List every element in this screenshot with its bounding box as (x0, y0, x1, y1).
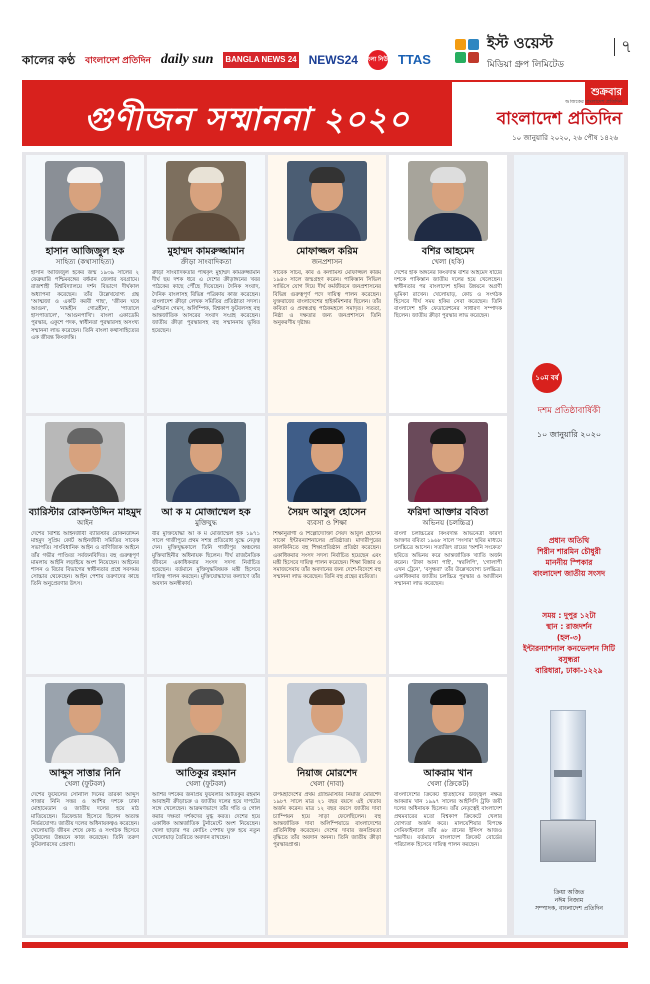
banglanews24-logo[interactable]: BANGLA NEWS 24 (223, 52, 298, 68)
news24-logo[interactable]: NEWS24 (308, 53, 358, 67)
honoree-bio: বাংলা চলচ্চিত্রের কিংবদন্তি অভিনেত্রী ফরিদা আক্তার ববিতা ১৯৬৮ সালে 'সংসার' ছবির মাধ্যমে চলচ্চিত্রে আসেন। সত্যজিৎ রায়ের 'অশনি সংকেত' ছবিতে অভিনয় করে আন্তর্জাতিক খ্যাতি অর্জন করেন। 'টাকা আনা পাই', 'স্বরলিপি', 'গোলাপী এখন ট্রেনে', 'বসুন্ধরা' তাঁর উল্লেখযোগ্য চলচ্চিত্র। একাধিকবার জাতীয় চলচ্চিত্র পুরস্কার ও আজীবন সম্মাননা লাভ করেছেন। (394, 531, 502, 588)
honoree-card (26, 677, 144, 935)
honoree-photo (287, 161, 367, 241)
masthead (0, 0, 650, 78)
honoree-field: সাহিত্য (কথাসাহিত্য) (55, 258, 115, 266)
daily-sun-logo[interactable]: daily sun (160, 52, 214, 67)
venue-city: বারিধারা, ঢাকা-১২২৯ (535, 666, 603, 675)
honoree-card (147, 677, 265, 935)
honoree-field: খেলা (ক্রিকেট) (427, 780, 469, 788)
honoree-name: মুহাম্মদ কামরুজ্জামান (167, 246, 245, 257)
editor-signature (518, 889, 620, 913)
banner-red-block (22, 80, 452, 146)
footer-bar (22, 942, 628, 948)
honoree-name: বশির আহমেদ (421, 246, 475, 257)
honoree-card (147, 155, 265, 413)
honoree-card (389, 416, 507, 674)
honoree-field: খেলা (দাবা) (309, 780, 344, 788)
honoree-name: মোফাজ্জল করিম (296, 246, 358, 257)
honoree-bio: দেশের বিশিষ্ট আইনজীবী ব্যারিস্টার রোকনউদ্দিন মাহমুদ সুপ্রিম কোর্ট আইনজীবী সমিতির সাবেক সভাপতি। সাংবিধানিক আইন ও বাণিজ্যিক আইনে তাঁর গভীর পাণ্ডিত্য সর্বজনবিদিত। বহু গুরুত্বপূর্ণ মামলায় আইনি লড়াইয়ে অংশ নিয়েছেন। আইনের শাসন ও বিচার বিভাগের স্বাধীনতার প্রশ্নে সবসময় সোচ্চার থেকেছেন। আইন পেশায় তরুণদের কাছে তিনি অনুপ্রেরণার উৎস। (31, 531, 139, 588)
paper-date: ১০ জানুয়ারি ২০২০, ২৬ পৌষ ১৪২৬ (512, 134, 618, 142)
venue-info (518, 610, 620, 676)
honoree-bio: ক্রীড়া সাংবাদিকতার পথিকৃৎ মুহাম্মদ কামরুজ্জামান দীর্ঘ ছয় দশক ধরে এ দেশের ক্রীড়াঙ্গনের খবর পাঠকের কাছে পৌঁছে দিয়েছেন। দৈনিক সংবাদ, দৈনিক বাংলাসহ বিভিন্ন পত্রিকায় কাজ করেছেন। বাংলাদেশ ক্রীড়া লেখক সমিতির প্রতিষ্ঠাতা সদস্য। এশিয়ান গেমস, অলিম্পিক, বিশ্বকাপ ফুটবলসহ বহু আন্তর্জাতিক আসরের সংবাদ সংগ্রহ করেছেন। জাতীয় ক্রীড়া পুরস্কারসহ বহু সম্মাননায় ভূষিত হয়েছেন। (152, 270, 260, 334)
honoree-name: হাসান আজিজুল হক (45, 246, 125, 257)
honoree-name: ফরিদা আক্তার ববিতা (407, 507, 489, 518)
venue-center: ইন্টারন্যাশনাল কনভেনশন সিটি বসুন্ধরা (523, 644, 615, 664)
honoree-field: খেলা (হকি) (431, 258, 465, 266)
banner-title: গুণীজন সম্মাননা ২০২০ (84, 100, 410, 138)
ttas-logo[interactable]: TTAS (397, 52, 431, 67)
sign-title: সম্পাদক, বাংলাদেশ প্রতিদিন (535, 905, 603, 912)
kaler-kantho-logo[interactable]: কালের কণ্ঠ (22, 53, 76, 67)
honoree-card (389, 677, 507, 935)
honoree-field: জনপ্রশাসন (311, 258, 343, 266)
honoree-field: মুক্তিযুদ্ধ (195, 519, 217, 527)
honoree-photo (287, 422, 367, 502)
honoree-photo (166, 683, 246, 763)
honoree-field: ক্রীড়া সাংবাদিকতা (180, 258, 232, 266)
page-number: ৭ (614, 38, 632, 56)
honoree-photo (287, 683, 367, 763)
honoree-card (268, 416, 386, 674)
honoree-bio: সাবেক সচিব, কবি ও কলামিস্ট মোফাজ্জল করিম ১৯৪৩ সালে জন্মগ্রহণ করেন। পাকিস্তান সিভিল সার্ভিসে যোগ দিয়ে দীর্ঘ কর্মজীবনে জনপ্রশাসনের বিভিন্ন গুরুত্বপূর্ণ পদে দায়িত্ব পালন করেছেন। যুক্তরাজ্যে বাংলাদেশের হাইকমিশনার ছিলেন। তাঁর কবিতা ও প্রবন্ধগ্রন্থ পাঠকমহলে সমাদৃত। সততা, নিষ্ঠা ও দক্ষতার জন্য জনপ্রশাসনে তিনি অনুকরণীয় দৃষ্টান্ত। (273, 270, 381, 327)
ewmg-subtitle: মিডিয়া গ্রুপ লিমিটেড (487, 60, 564, 70)
media-logos (22, 50, 431, 70)
chief-guest (518, 535, 620, 579)
honorees-panel (22, 152, 628, 938)
anniversary-title: দশম প্রতিষ্ঠাবার্ষিকী (537, 406, 601, 416)
honoree-name: আ ক ম মোজাম্মেল হক (161, 507, 251, 518)
venue-label: স্থান : রাজদর্শন (546, 622, 592, 631)
honoree-field: আইন (77, 519, 93, 527)
guest-label: প্রধান অতিথি (548, 536, 590, 545)
honoree-card (26, 155, 144, 413)
guest-org: বাংলাদেশ জাতীয় সংসদ (532, 569, 606, 578)
honoree-field: অভিনয় (চলচ্চিত্র) (422, 519, 474, 527)
anniversary-date: ১০ জানুয়ারি ২০২০ (536, 430, 602, 439)
honoree-bio: আশির দশকের জনপ্রিয় ফুটবলার আতিকুর রহমান আবাহনী ক্রীড়াচক্র ও জাতীয় দলের হয়ে দাপটের সঙ্গে খেলেছেন। আক্রমণভাগে তাঁর গতি ও গোল করার দক্ষতা দর্শকদের মুগ্ধ করত। দেশের হয়ে একাধিক আন্তর্জাতিক টুর্নামেন্টে অংশ নিয়েছেন। খেলা ছাড়ার পর কোচিং পেশায় যুক্ত হয়ে নতুন খেলোয়াড় তৈরিতে অবদান রাখছেন। (152, 792, 260, 842)
honoree-bio: উপমহাদেশের প্রথম গ্র্যান্ডমাস্টার নিয়াজ মোরশেদ ১৯৮৭ সালে মাত্র ২১ বছর বয়সে এই খেতাব অর্জন করেন। মাত্র ১২ বছর বয়সে জাতীয় দাবা চ্যাম্পিয়ন হয়ে সাড়া ফেলেছিলেন। বহু আন্তর্জাতিক দাবা অলিম্পিয়াডে বাংলাদেশের প্রতিনিধিত্ব করেছেন। দেশের দাবার জনপ্রিয়তা বৃদ্ধিতে তাঁর অবদান অনন্য। তিনি জাতীয় ক্রীড়া পুরস্কারপ্রাপ্ত। (273, 792, 381, 849)
bangladesh-pratidin-logo[interactable]: বাংলাদেশ প্রতিদিন (85, 55, 151, 65)
honoree-field: ব্যবসা ও শিক্ষা (307, 519, 347, 527)
honorees-grid (26, 155, 508, 935)
honoree-name: নিয়াজ মোরশেদ (296, 768, 358, 779)
ewmg-title: ইস্ট ওয়েস্ট (487, 34, 554, 52)
honoree-card (26, 416, 144, 674)
bangla-news-logo[interactable]: বাংলা নিউজ (368, 50, 388, 70)
honoree-name: ব্যারিস্টার রোকনউদ্দিন মাহমুদ (28, 507, 142, 518)
event-info (514, 155, 624, 935)
honoree-card (268, 677, 386, 935)
honoree-name: আতিকুর রহমান (175, 768, 237, 779)
sign-name: নঈম নিজাম (554, 897, 584, 904)
honoree-bio: দেশের হকি অঙ্গনের কিংবদন্তি বশির আহমেদ ষাটের দশকে পাকিস্তান জাতীয় দলের হয়ে খেলেছেন। স্বাধীনতার পর বাংলাদেশ হকির উন্নয়নে অগ্রণী ভূমিকা রাখেন। খেলোয়াড়, কোচ ও সংগঠক হিসেবে দীর্ঘ সময় হকির সেবা করেছেন। তিনি বাংলাদেশ হকি ফেডারেশনের সাধারণ সম্পাদক ছিলেন। জাতীয় ক্রীড়া পুরস্কার লাভ করেছেন। (394, 270, 502, 320)
paper-masthead (452, 80, 628, 146)
ewmg-logo-icon (455, 39, 481, 65)
honoree-card (268, 155, 386, 413)
honoree-name: আকরাম খান (423, 768, 473, 779)
honoree-field: খেলা (ফুটবল) (185, 780, 227, 788)
honoree-photo (408, 422, 488, 502)
east-west-media-group (455, 32, 564, 72)
guest-name: শিরীন শারমিন চৌধুরী (537, 547, 601, 556)
honoree-photo (166, 422, 246, 502)
honoree-card (147, 416, 265, 674)
honoree-bio: শিক্ষানুরাগী ও শিল্পোদ্যোক্তা সৈয়দ আবুল হোসেন সাকো ইন্টারন্যাশনালের প্রতিষ্ঠাতা। মাদারীপুরের কালকিনিতে বহু শিক্ষাপ্রতিষ্ঠান প্রতিষ্ঠা করেছেন। একাধিকবার সংসদ সদস্য নির্বাচিত হয়েছেন এবং মন্ত্রী হিসেবে দায়িত্ব পালন করেছেন। শিক্ষা বিস্তার ও সমাজসেবায় তাঁর অবদানের জন্য দেশে-বিদেশে বহু সম্মাননা লাভ করেছেন। তিনি বহু গ্রন্থের রচয়িতা। (273, 531, 381, 581)
banner (22, 80, 628, 146)
paper-tag: আজকের বাংলাদেশ প্রতিদিন (565, 99, 622, 105)
honoree-field: খেলা (ফুটবল) (64, 780, 106, 788)
honoree-photo (45, 422, 125, 502)
honoree-bio: হাসান আজিজুল হকের জন্ম ১৯৩৯ সালের ২ ফেব্রুয়ারি পশ্চিমবঙ্গের বর্ধমান জেলার যবগ্রামে। রাজশাহী বিশ্ববিদ্যালয়ে দর্শন বিভাগে দীর্ঘকাল অধ্যাপনা করেছেন। তাঁর উল্লেখযোগ্য গ্রন্থ 'আত্মজা ও একটি করবী গাছ', 'জীবন ঘষে আগুন', 'নামহীন গোত্রহীন', 'পাতালে হাসপাতালে', 'আগুনপাখি'। বাংলা একাডেমি পুরস্কার, একুশে পদক, স্বাধীনতা পুরস্কারসহ অসংখ্য সম্মাননা লাভ করেছেন। তিনি বাংলা কথাসাহিত্যের এক জীবন্ত কিংবদন্তি। (31, 270, 139, 341)
trophy-image (536, 710, 600, 870)
honoree-bio: বীর মুক্তিযোদ্ধা আ ক ম মোজাম্মেল হক ১৯৭১ সালে গাজীপুরে প্রথম সশস্ত্র প্রতিরোধ যুদ্ধে নেতৃত্ব দেন। মুক্তিযুদ্ধকালে তিনি গাজীপুর অঞ্চলের মুক্তিবাহিনীর অধিনায়ক ছিলেন। দীর্ঘ রাজনৈতিক জীবনে একাধিকবার সংসদ সদস্য নির্বাচিত হয়েছেন। বর্তমানে মুক্তিযুদ্ধবিষয়ক মন্ত্রী হিসেবে দায়িত্ব পালন করছেন। মুক্তিযোদ্ধাদের কল্যাণে তাঁর অবদান অনস্বীকার্য। (152, 531, 260, 588)
honoree-name: আব্দুস সাত্তার নিনি (49, 768, 121, 779)
paper-name: বাংলাদেশ প্রতিদিন (496, 109, 622, 129)
day-label: শুক্রবার (585, 82, 628, 105)
honoree-photo (408, 683, 488, 763)
honoree-card (389, 155, 507, 413)
anniversary-logo: ১০ম বর্ষ (532, 363, 562, 393)
honoree-photo (408, 161, 488, 241)
honoree-photo (45, 683, 125, 763)
honoree-bio: বাংলাদেশের ক্রিকেট ইতিহাসের উজ্জ্বল নক্ষত্র আকরাম খান ১৯৯৭ সালের আইসিসি ট্রফি জয়ী দলের অধিনায়ক ছিলেন। তাঁর নেতৃত্বেই বাংলাদেশ প্রথমবারের মতো বিশ্বকাপ ক্রিকেটে খেলার যোগ্যতা অর্জন করে। মালয়েশিয়ার বিপক্ষে সেমিফাইনালে তাঁর ৬৮ রানের ইনিংস আজও স্মরণীয়। বর্তমানে বাংলাদেশ ক্রিকেট বোর্ডের পরিচালক হিসেবে দায়িত্ব পালন করছেন। (394, 792, 502, 849)
event-time: সময় : দুপুর ১২টা (542, 611, 596, 620)
honoree-bio: দেশের ফুটবলের সোনালি দিনের তারকা আব্দুস সাত্তার নিনি সত্তর ও আশির দশকে ঢাকা মোহামেডান ও জাতীয় দলের হয়ে মাঠ মাতিয়েছেন। ডিফেন্ডার হিসেবে ছিলেন অত্যন্ত নির্ভরযোগ্য। জাতীয় দলের অধিনায়কত্বও করেছেন। খেলোয়াড়ি জীবন শেষে কোচ ও সংগঠক হিসেবে ফুটবলের উন্নয়নে কাজ করেছেন। তিনি তরুণ ফুটবলারদের প্রেরণা। (31, 792, 139, 849)
honoree-photo (166, 161, 246, 241)
honoree-name: সৈয়দ আবুল হোসেন (287, 507, 367, 518)
sign-role: ক্রিয়া অজিত (553, 889, 585, 896)
honoree-photo (45, 161, 125, 241)
venue-hall: (হল-৩) (556, 633, 582, 642)
guest-title: মাননীয় স্পিকার (545, 558, 593, 567)
